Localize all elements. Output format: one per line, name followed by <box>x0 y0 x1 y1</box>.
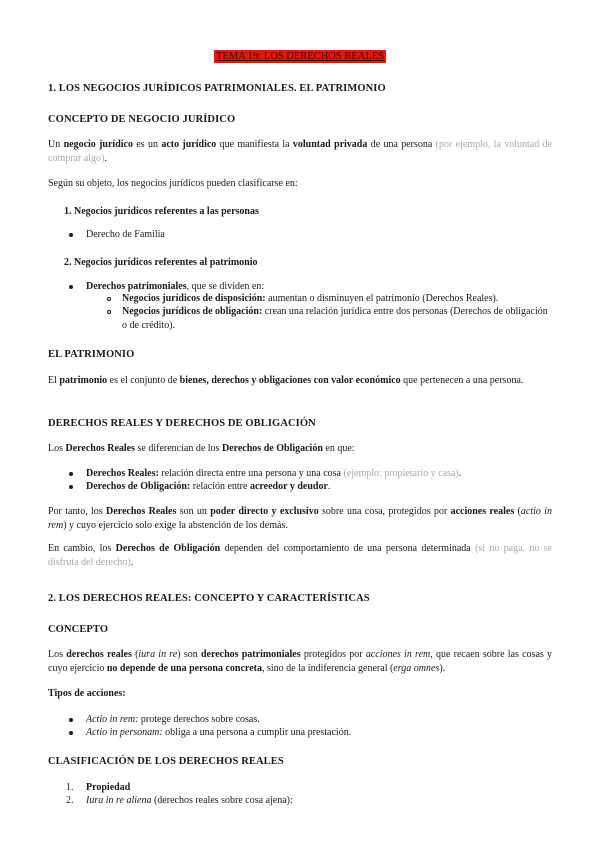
list-number: 1. <box>66 782 74 793</box>
bullet-dot <box>69 718 73 722</box>
section-2-heading: 2. LOS DERECHOS REALES: CONCEPTO Y CARACTERÍSTICAS <box>48 593 370 604</box>
list-number: 2. <box>66 795 74 806</box>
derechos-diferencia-paragraph: Los Derechos Reales se diferencian de los Derechos de Obligación en que: <box>48 443 355 454</box>
list-item-derecho-familia: Derecho de Familia <box>86 229 165 240</box>
list-item-derechos-obligacion: Derechos de Obligación: relación entre acreedor y deudor. <box>86 481 331 492</box>
clasificacion-heading: CLASIFICACIÓN DE LOS DERECHOS REALES <box>48 756 284 767</box>
tipos-acciones-heading: Tipos de acciones: <box>48 688 126 699</box>
list-item-propiedad: Propiedad <box>86 782 131 793</box>
subheading-personas: 1. Negocios jurídicos referentes a las personas <box>64 206 259 217</box>
clasificacion-intro: Según su objeto, los negocios jurídicos pueden clasificarse en: <box>48 178 298 189</box>
poder-directo-paragraph: Por tanto, los Derechos Reales son un poder directo y exclusivo sobre una cosa, protegidos por acciones reales (actio in rem) y cuyo ejercicio solo exige la abstención de los demás. <box>48 506 552 531</box>
derechos-reales-definition: Los derechos reales (iura in re) son derechos patrimoniales protegidos por acciones in rem, que recaen sobre las cosas y cuyo ejercicio no depende de una persona concreta, sino de la indiferencia general (erga omnes). <box>48 649 552 674</box>
list-item-actio-in-personam: Actio in personam: obliga a una persona a cumplir una prestación. <box>86 727 352 738</box>
bullet-dot <box>69 285 73 289</box>
concepto-negocio-heading: CONCEPTO DE NEGOCIO JURÍDICO <box>48 114 236 125</box>
list-item-iura-in-re-aliena: Iura in re aliena (derechos reales sobre cosa ajena): <box>86 795 293 806</box>
obligacion-paragraph: En cambio, los Derechos de Obligación dependen del comportamiento de una persona determinada (si no paga, no se disfruta del derecho). <box>48 543 552 568</box>
bullet-ring <box>107 310 111 314</box>
bullet-dot <box>69 485 73 489</box>
bullet-ring <box>107 297 111 301</box>
list-item-actio-in-rem: Actio in rem: protege derechos sobre cosas. <box>86 714 260 725</box>
document-title: TEMA 19: LOS DERECHOS REALES <box>215 51 384 62</box>
patrimonio-heading: EL PATRIMONIO <box>48 349 135 360</box>
concepto-heading: CONCEPTO <box>48 624 109 635</box>
list-item-disposicion: Negocios jurídicos de disposición: aumentan o disminuyen el patrimonio (Derechos Reales). <box>122 293 499 304</box>
negocio-definition-paragraph: Un negocio jurídico es un acto jurídico que manifiesta la voluntad privada de una persona (por ejemplo, la voluntad de comprar algo). <box>48 139 552 164</box>
patrimonio-paragraph: El patrimonio es el conjunto de bienes, derechos y obligaciones con valor económico que pertenecen a una persona. <box>48 375 524 386</box>
list-item-derechos-reales: Derechos Reales: relación directa entre una persona y una cosa (ejemplo: propietario y casa). <box>86 468 462 479</box>
bullet-dot <box>69 472 73 476</box>
derechos-reales-obligacion-heading: DERECHOS REALES Y DERECHOS DE OBLIGACIÓN <box>48 418 316 429</box>
title-wrap <box>0 46 600 64</box>
list-item-obligacion: Negocios jurídicos de obligación: crean una relación jurídica entre dos personas (Derechos de obligación o de crédito). <box>122 306 548 331</box>
subheading-patrimonio: 2. Negocios jurídicos referentes al patrimonio <box>64 257 258 268</box>
bullet-dot <box>69 233 73 237</box>
list-item-derechos-patrimoniales: Derechos patrimoniales, que se dividen en: <box>86 281 265 292</box>
section-1-heading: 1. LOS NEGOCIOS JURÍDICOS PATRIMONIALES. EL PATRIMONIO <box>48 83 386 94</box>
bullet-dot <box>69 731 73 735</box>
